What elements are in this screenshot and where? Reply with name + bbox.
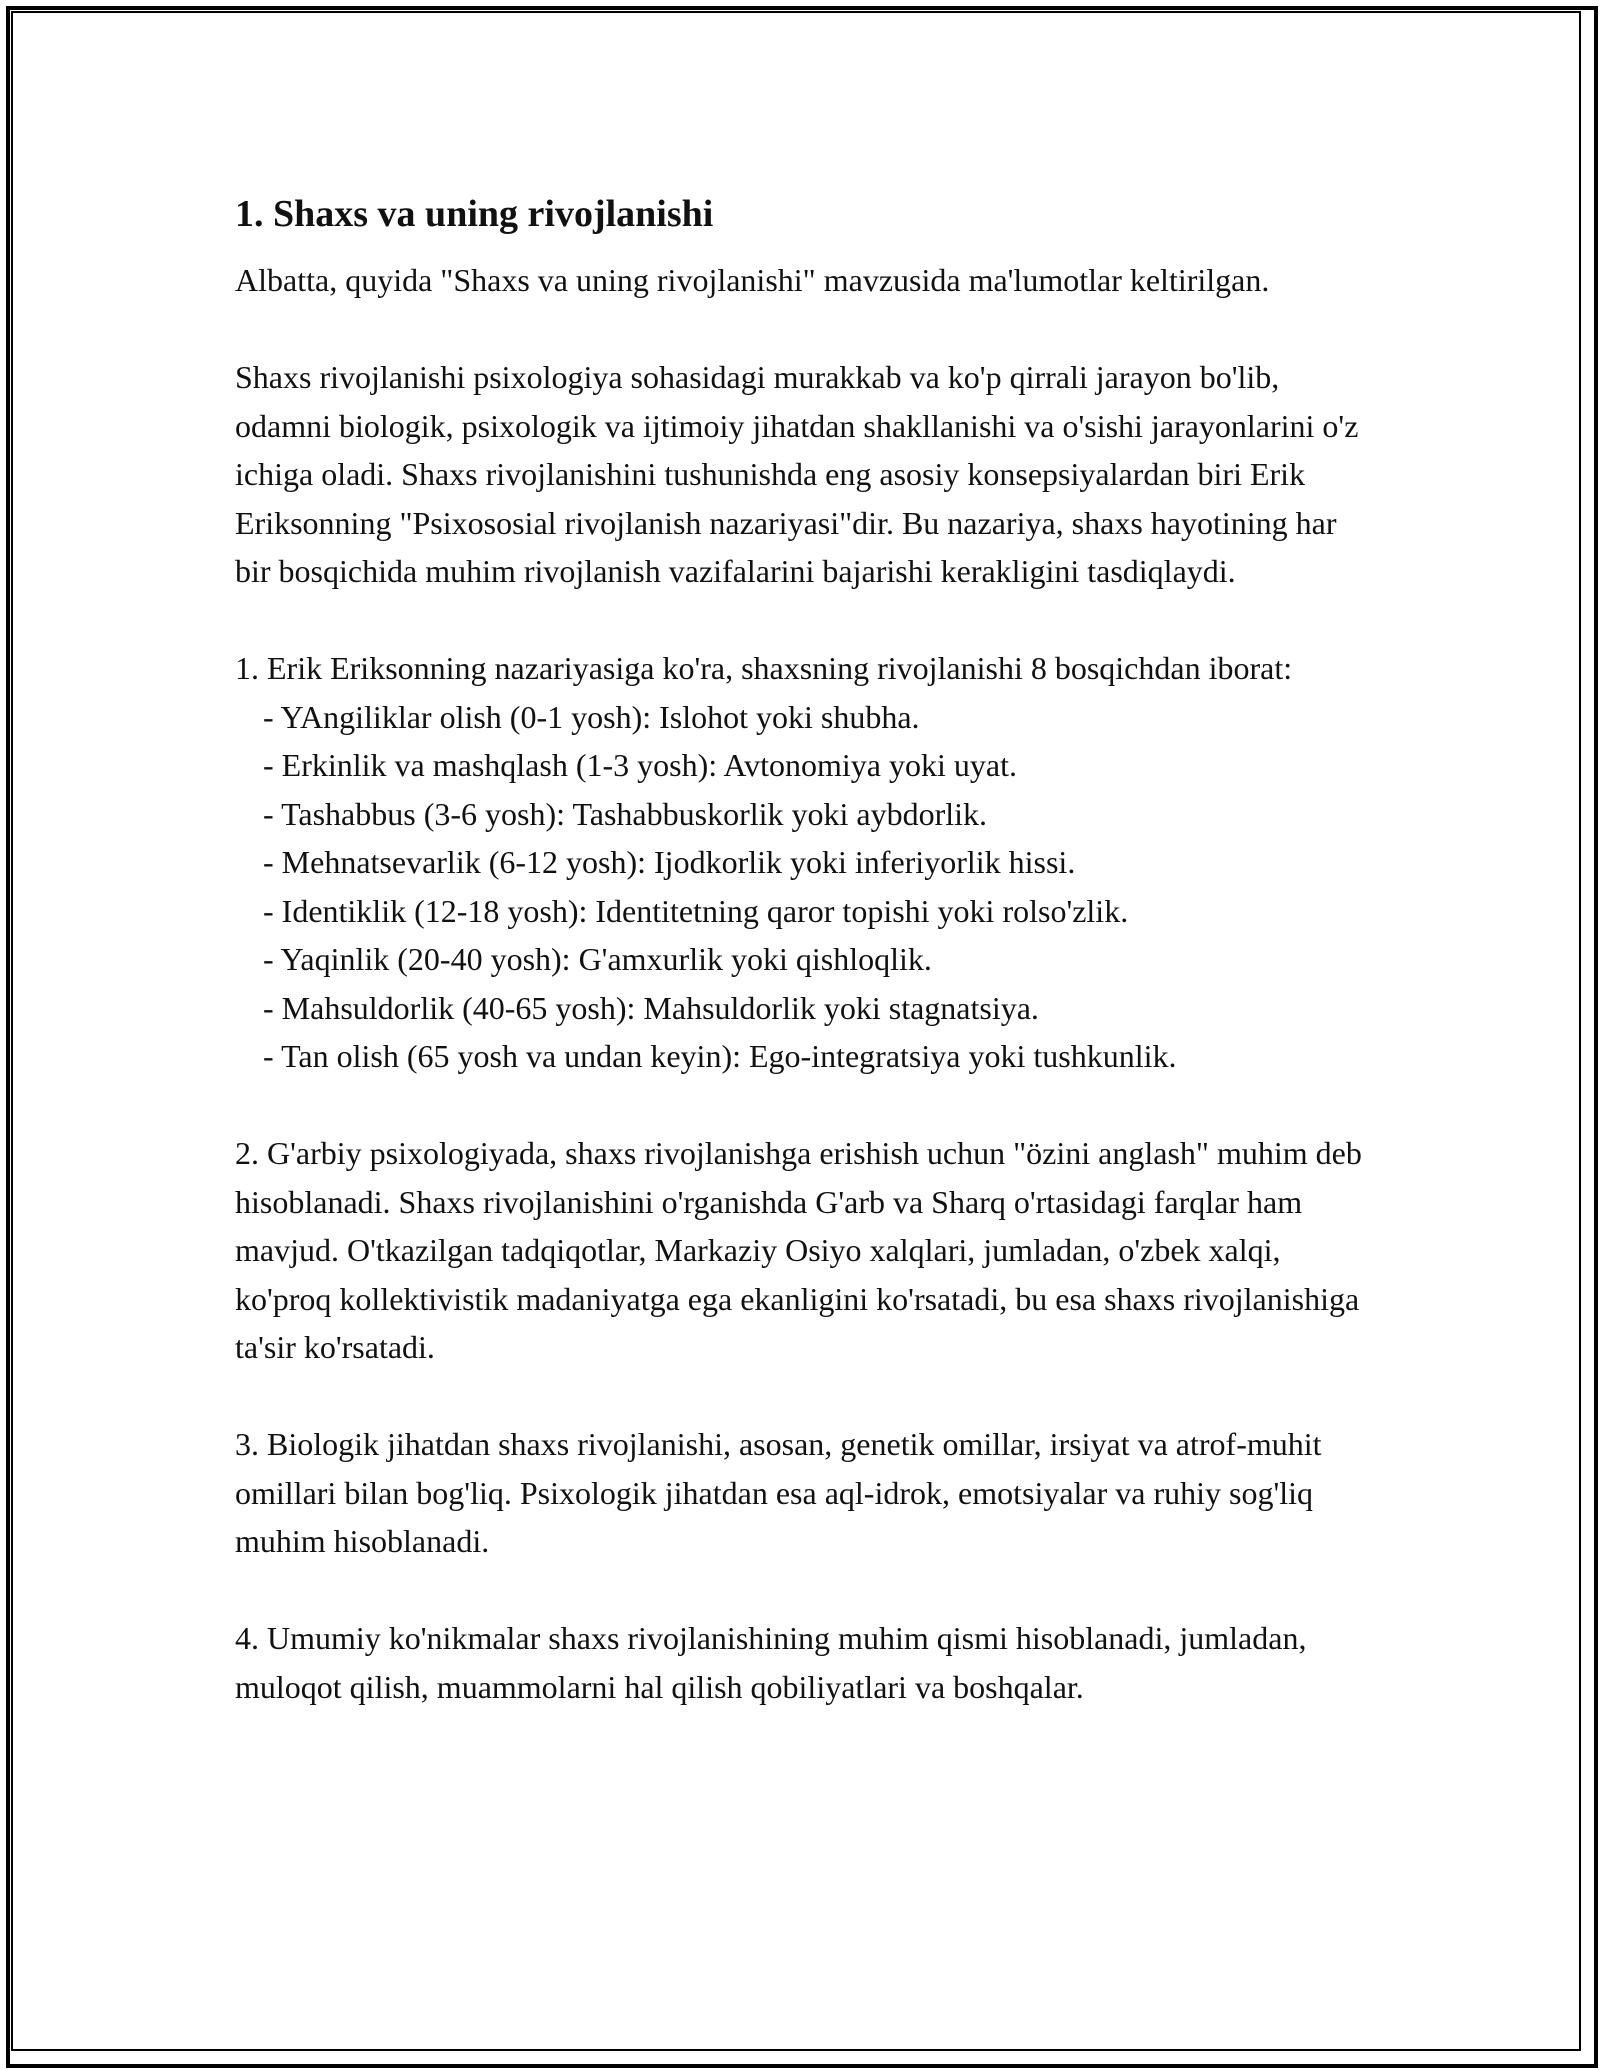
stage-item: - Identiklik (12-18 yosh): Identitetning qaror topishi yoki rolso'zlik. bbox=[263, 892, 1129, 929]
point-1-section bbox=[235, 644, 1375, 1081]
point-3-paragraph: 3. Biologik jihatdan shaxs rivojlanishi, asosan, genetik omillar, irsiyat va atrof-muhit omillari bilan bog'liq. Psixologik jihatdan esa aql-idrok, emotsiyalar va ruhiy sog'liq muhim hisoblanadi. bbox=[235, 1426, 1322, 1559]
stage-item: - Mehnatsevarlik (6-12 yosh): Ijodkorlik yoki inferiyorlik hissi. bbox=[263, 844, 1076, 880]
document-body bbox=[235, 190, 1375, 1711]
stage-item: - Mahsuldorlik (40-65 yosh): Mahsuldorlik yoki stagnatsiya. bbox=[263, 989, 1039, 1026]
intro-paragraph: Albatta, quyida "Shaxs va uning rivojlanishi" mavzusida ma'lumotlar keltirilgan. bbox=[235, 262, 1270, 298]
stage-item: - Erkinlik va mashqlash (1-3 yosh): Avtonomiya yoki uyat. bbox=[263, 747, 1017, 783]
point-4-paragraph: 4. Umumiy ko'nikmalar shaxs rivojlanishining muhim qismi hisoblanadi, jumladan, muloqot qilish, muammolarni hal qilish qobiliyatlari va boshqalar. bbox=[235, 1620, 1307, 1705]
erikson-stages-list bbox=[235, 693, 1375, 1081]
stage-item: - Tashabbus (3-6 yosh): Tashabbuskorlik yoki aybdorlik. bbox=[263, 795, 988, 832]
overview-paragraph: Shaxs rivojlanishi psixologiya sohasidagi murakkab va ko'p qirrali jarayon bo'lib, odamni biologik, psixologik va ijtimoiy jihatdan shakllanishi va o'sishi jarayonlarini o'z ichiga oladi. Shaxs rivojlanishini tushunishda eng asosiy konsepsiyalardan biri Erik Eriksonning "Psixososial rivojlanish nazariyasi"dir. Bu nazariya, shaxs hayotining har bir bosqichida muhim rivojlanish vazifalarini bajarishi kerakligini tasdiqlaydi. bbox=[235, 359, 1359, 589]
stage-item: - Yaqinlik (20-40 yosh): G'amxurlik yoki qishloqlik. bbox=[263, 941, 932, 977]
stage-item: - YAngiliklar olish (0-1 yosh): Islohot yoki shubha. bbox=[263, 698, 920, 735]
stage-item: - Tan olish (65 yosh va undan keyin): Ego-integratsiya yoki tushkunlik. bbox=[263, 1038, 1177, 1074]
point-2-paragraph: 2. G'arbiy psixologiyada, shaxs rivojlanishga erishish uchun "özini anglash" muhim deb hisoblanadi. Shaxs rivojlanishini o'rganishda G'arb va Sharq o'rtasidagi farqlar ham mavjud. O'tkazilgan tadqiqotlar, Markaziy Osiyo xalqlari, jumladan, o'zbek xalqi, ko'proq kollektivistik madaniyatga ega ekanligini ko'rsatadi, bu esa shaxs rivojlanishiga ta'sir ko'rsatadi. bbox=[235, 1135, 1362, 1365]
point-1-lead: 1. Erik Eriksonning nazariyasiga ko'ra, shaxsning rivojlanishi 8 bosqichdan iborat: bbox=[235, 650, 1293, 686]
document-title: 1. Shaxs va uning rivojlanishi bbox=[235, 193, 714, 235]
